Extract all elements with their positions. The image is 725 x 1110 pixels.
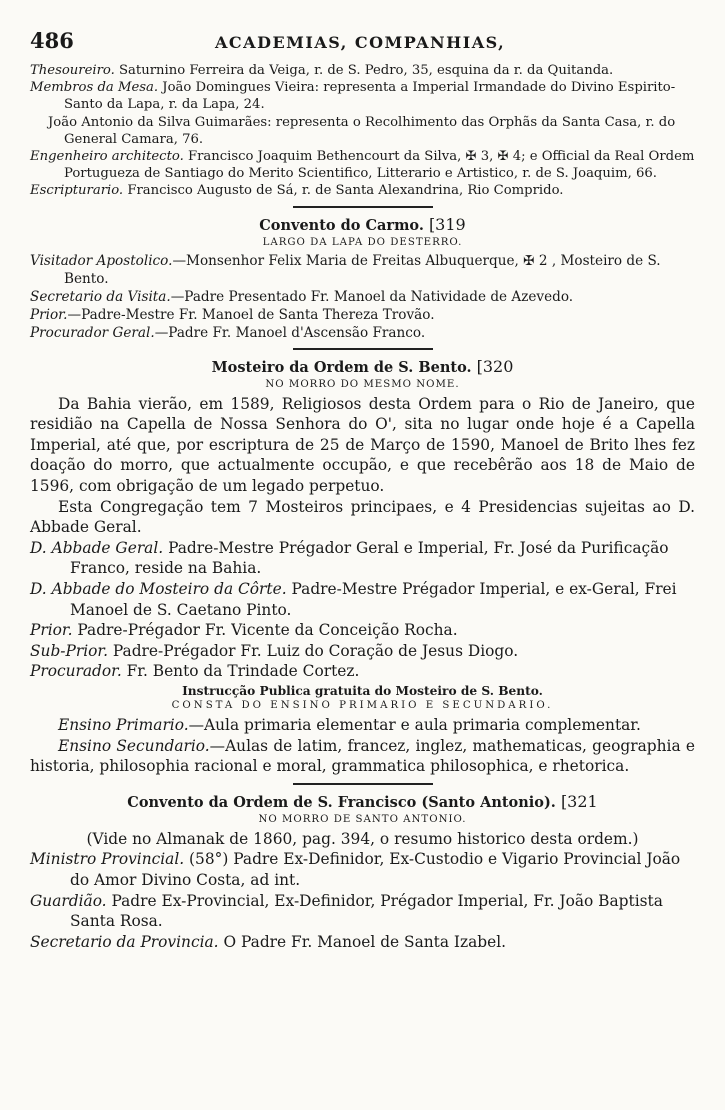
entry-membros: Membros da Mesa. João Domingues Vieira: representa a Imperial Irmandade do Divino Espirito-Santo da Lapa, r. da Lapa, 24. [30, 80, 676, 113]
section-location: NO MORRO DO MESMO NOME. [265, 378, 460, 390]
entry-procurador: Procurador. Fr. Bento da Trindade Cortez. [30, 662, 360, 681]
congregation-paragraph: Esta Congregação tem 7 Mosteiros principaes, e 4 Presidencias sujeitas ao D. Abbade Geral. [30, 497, 695, 537]
divider [293, 783, 433, 785]
section-bento [30, 357, 695, 777]
top-entries [30, 62, 695, 200]
instruction-subtitle: CONSTA DO ENSINO PRIMARIO E SECUNDARIO. [171, 699, 554, 711]
entry-sub-prior: Sub-Prior. Padre-Prégador Fr. Luiz do Coração de Jesus Diogo. [30, 641, 519, 660]
section-carmo [30, 215, 695, 342]
divider [293, 348, 433, 350]
entry-ensino-primario: Ensino Primario.—Aula primaria elementar e aula primaria complementar. [58, 715, 641, 734]
section-title: Convento da Ordem de S. Francisco (Santo Antonio). [321 [127, 791, 598, 811]
entry-thesoureiro: Thesoureiro. Saturnino Ferreira da Veiga, r. de S. Pedro, 35, esquina da r. da Quitanda. [30, 63, 614, 78]
entry-prior: Prior. Padre-Prégador Fr. Vicente da Conceição Rocha. [30, 621, 458, 640]
entry-membro-2: João Antonio da Silva Guimarães: representa o Recolhimento das Orphãs da Santa Casa, r. do General Camara, 76. [48, 114, 676, 147]
section-title: Mosteiro da Ordem de S. Bento. [320 [211, 356, 514, 376]
entry-secretario-provincia: Secretario da Provincia. O Padre Fr. Manoel de Santa Izabel. [30, 932, 507, 951]
entry-guardiao: Guardião. Padre Ex-Provincial, Ex-Definidor, Prégador Imperial, Fr. João Baptista Santa Rosa. [30, 891, 663, 931]
entry-visitador: Visitador Apostolico.—Monsenhor Felix Maria de Freitas Albuquerque, ✠ 2 , Mosteiro de S. Bento. [30, 252, 661, 287]
entry-secretario: Secretario da Visita.—Padre Presentado Fr. Manoel da Natividade de Azevedo. [30, 288, 574, 305]
section-title: Convento do Carmo. [319 [259, 214, 466, 234]
page-number: 486 [30, 28, 74, 53]
entry-ministro-provincial: Ministro Provincial. (58°) Padre Ex-Definidor, Ex-Custodio e Vigario Provincial João do Amor Divino Costa, ad int. [30, 850, 681, 889]
entry-abbade-corte: D. Abbade do Mosteiro da Côrte. Padre-Mestre Prégador Imperial, e ex-Geral, Frei Manoel de S. Caetano Pinto. [30, 579, 677, 619]
section-location: NO MORRO DE SANTO ANTONIO. [258, 813, 467, 825]
section-location: LARGO DA LAPA DO DESTERRO. [262, 236, 463, 248]
instruction-title: Instrucção Publica gratuita do Mosteiro de S. Bento. [182, 683, 543, 698]
history-paragraph: Da Bahia vierão, em 1589, Religiosos desta Ordem para o Rio de Janeiro, que residião na Capella de Nossa Senhora do O', sita no lugar onde hoje é a Capella Imperial, até que, por escriptura de 25 de Março de 1590, Manoel de Brito lhes fez doação do morro, que actualmente occupão, e que recebêrão aos 18 de Maio de 1596, com obrigação de um legado perpetuo. [30, 394, 695, 495]
entry-engenheiro: Engenheiro architecto. Francisco Joaquim Bethencourt da Silva, ✠ 3, ✠ 4; e Official da Real Ordem Portugueza de Santiago do Merito Scientifico, Litterario e Artistico, r. de S. Joaquim, 66. [30, 149, 695, 182]
entry-ensino-secundario: Ensino Secundario.—Aulas de latim, francez, inglez, mathematicas, geographia e historia, philosophia racional e moral, grammatica philosophica, e rhetorica. [30, 736, 695, 776]
divider [293, 206, 433, 208]
entry-escripturario: Escripturario. Francisco Augusto de Sá, r. de Santa Alexandrina, Rio Comprido. [30, 183, 564, 199]
page-header [30, 28, 695, 62]
entry-procurador: Procurador Geral.—Padre Fr. Manoel d'Ascensão Franco. [30, 324, 426, 341]
entry-prior: Prior.—Padre-Mestre Fr. Manoel de Santa Thereza Trovão. [30, 306, 435, 323]
running-title: ACADEMIAS, COMPANHIAS, [215, 33, 506, 52]
entry-abbade-geral: D. Abbade Geral. Padre-Mestre Prégador Geral e Imperial, Fr. José da Purificação Franco, reside na Bahia. [30, 538, 669, 578]
section-francisco [30, 792, 695, 953]
historical-note: (Vide no Almanak de 1860, pag. 394, o resumo historico desta ordem.) [86, 829, 639, 848]
